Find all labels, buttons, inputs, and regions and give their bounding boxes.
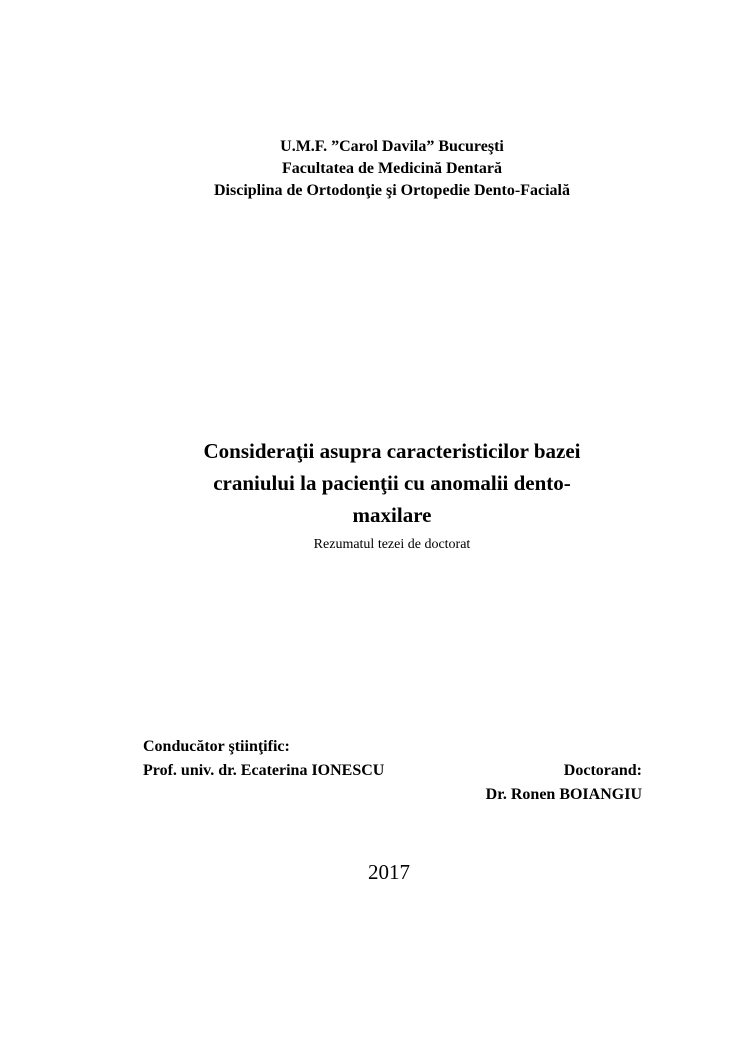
thesis-title-line: Consideraţii asupra caracteristicilor bazei	[203, 439, 581, 463]
university-name: U.M.F. ”Carol Davila” Bucureşti	[280, 138, 504, 155]
thesis-title-line: maxilare	[352, 503, 432, 527]
candidate-name: Dr. Ronen BOIANGIU	[485, 786, 642, 803]
thesis-subtitle: Rezumatul tezei de doctorat	[313, 537, 471, 552]
supervisor-label: Conducător ştiinţific:	[143, 738, 290, 755]
supervisor-name: Prof. univ. dr. Ecaterina IONESCU	[143, 762, 385, 779]
thesis-year: 2017	[368, 860, 410, 884]
faculty-name: Facultatea de Medicină Dentară	[282, 160, 502, 177]
discipline-name: Disciplina de Ortodonţie şi Ortopedie Dento-Facială	[214, 182, 570, 199]
thesis-title	[150, 435, 634, 531]
institution-header	[0, 136, 742, 202]
candidate-label: Doctorand:	[563, 762, 642, 779]
thesis-title-line: craniului la pacienţii cu anomalii dento-	[213, 471, 571, 495]
